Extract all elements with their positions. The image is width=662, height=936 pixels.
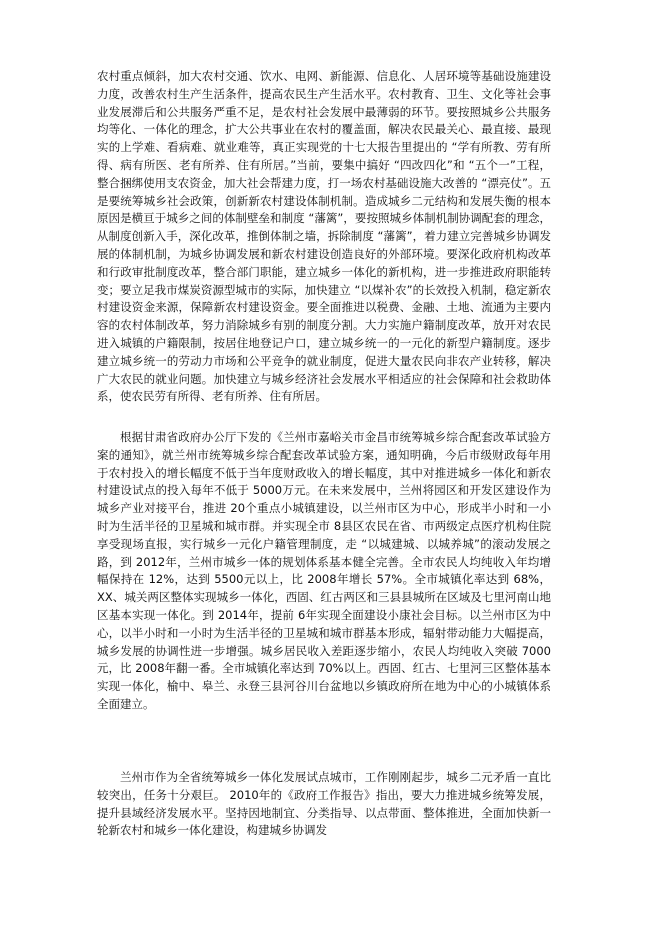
body-paragraph-3: 兰州市作为全省统筹城乡一体化发展试点城市，工作刚刚起步，城乡二元矛盾一直比较突出，任务十分艰巨。 2010年的《政府工作报告》指出，要大力推进城乡统筹发展，提升县域经济发展水平。坚持因地制宜、分类指导、以点带面、整体推进，全面加快新一轮新农村和城乡一体化建设，构建城乡协调发 [97, 770, 551, 838]
body-paragraph-1: 农村重点倾斜，加大农村交通、饮水、电网、新能源、信息化、人居环境等基础设施建设力度，改善农村生产生活条件，提高农民生产生活水平。农村教育、卫生、文化等社会事业发展滞后和公共服务严重不足，是农村社会发展中最薄弱的环节。要按照城乡公共服务均等化、一体化的理念，扩大公共事业在农村的覆盖面，解决农民最关心、最直接、最现实的上学难、看病难、就业难等，真正实现党的十七大报告里提出的 “学有所教、劳有所得、病有所医、老有所养、住有所居。”当前，要集中搞好 “四改四化”和 “五个一”工程，整合捆绑使用支农资金，加大社会帮建力度，打一场农村基础设施大改善的 “漂亮仗”。五是要统筹城乡社会政策，创新新农村建设体制机制。造成城乡二元结构和发展失衡的根本原因是横亘于城乡之间的体制壁垒和制度 “藩篱”，要按照城乡体制机制协调配套的理念，从制度创新入手，深化改革，推倒体制之墙，拆除制度 “藩篱”，着力建立完善城乡协调发展的体制机制，为城乡协调发展和新农村建设创造良好的外部环境。要深化政府机构改革和行政审批制度改革，整合部门职能，建立城乡一体化的新机构，进一步推进政府职能转变；要立足我市煤炭资源型城市的实际，加快建立 “以煤补农”的长效投入机制，稳定新农村建设资金来源，保障新农村建设资金。要全面推进以税费、金融、土地、流通为主要内容的农村体制改革，努力消除城乡有别的制度分割。大力实施户籍制度改革，放开对农民进入城镇的户籍限制，按居住地登记户口，建立城乡统一的一元化的新型户籍制度。逐步建立城乡统一的劳动力市场和公平竞争的就业制度，促进大量农民向非农产业转移，解决广大农民的就业问题。加快建立与城乡经济社会发展水平相适应的社会保障和社会救助体系，使农民劳有所得、老有所养、住有所居。 [97, 69, 551, 404]
body-paragraph-2: 根据甘肃省政府办公厅下发的《兰州市嘉峪关市金昌市统筹城乡综合配套改革试验方案的通知》，就兰州市统筹城乡综合配套改革试验方案，通知明确，今后市级财政每年用于农村投入的增长幅度不低于当年度财政收入的增长幅度，其中对推进城乡一体化和新农村建设试点的投入每年不低于 5000万元。在未来发展中，兰州将园区和开发区建设作为城乡产业对接平台，推进 20个重点小城镇建设，以兰州市区为中心，形成半小时和一小时为生活半径的卫星城和城市群。并实现全市 8县区农民在省、市两级定点医疗机构住院享受现场直报，实行城乡一元化户籍管理制度，走 “以城建城、以城养城”的滚动发展之路，到 2012年，兰州市城乡一体的规划体系基本健全完善。全市农民人均纯收入年均增幅保持在 12%，达到 5500元以上，比 2008年增长 57%。全市城镇化率达到 68%，XX、城关两区整体实现城乡一体化，西固、红古两区和三县县城所在区域及七里河南山地区基本实现一体化。到 2014年，提前 6年实现全面建设小康社会目标。以兰州市区为中心，以半小时和一小时为生活半径的卫星城和城市群基本形成，辐射带动能力大幅提高，城乡发展的协调性进一步增强。城乡居民收入差距逐步缩小，农民人均纯收入突破 7000元，比 2008年翻一番。全市城镇化率达到 70%以上。西固、红古、七里河三区整体基本实现一体化，榆中、皋兰、永登三县河谷川台盆地以乡镇政府所在地为中心的小城镇体系全面建立。 [97, 430, 551, 711]
